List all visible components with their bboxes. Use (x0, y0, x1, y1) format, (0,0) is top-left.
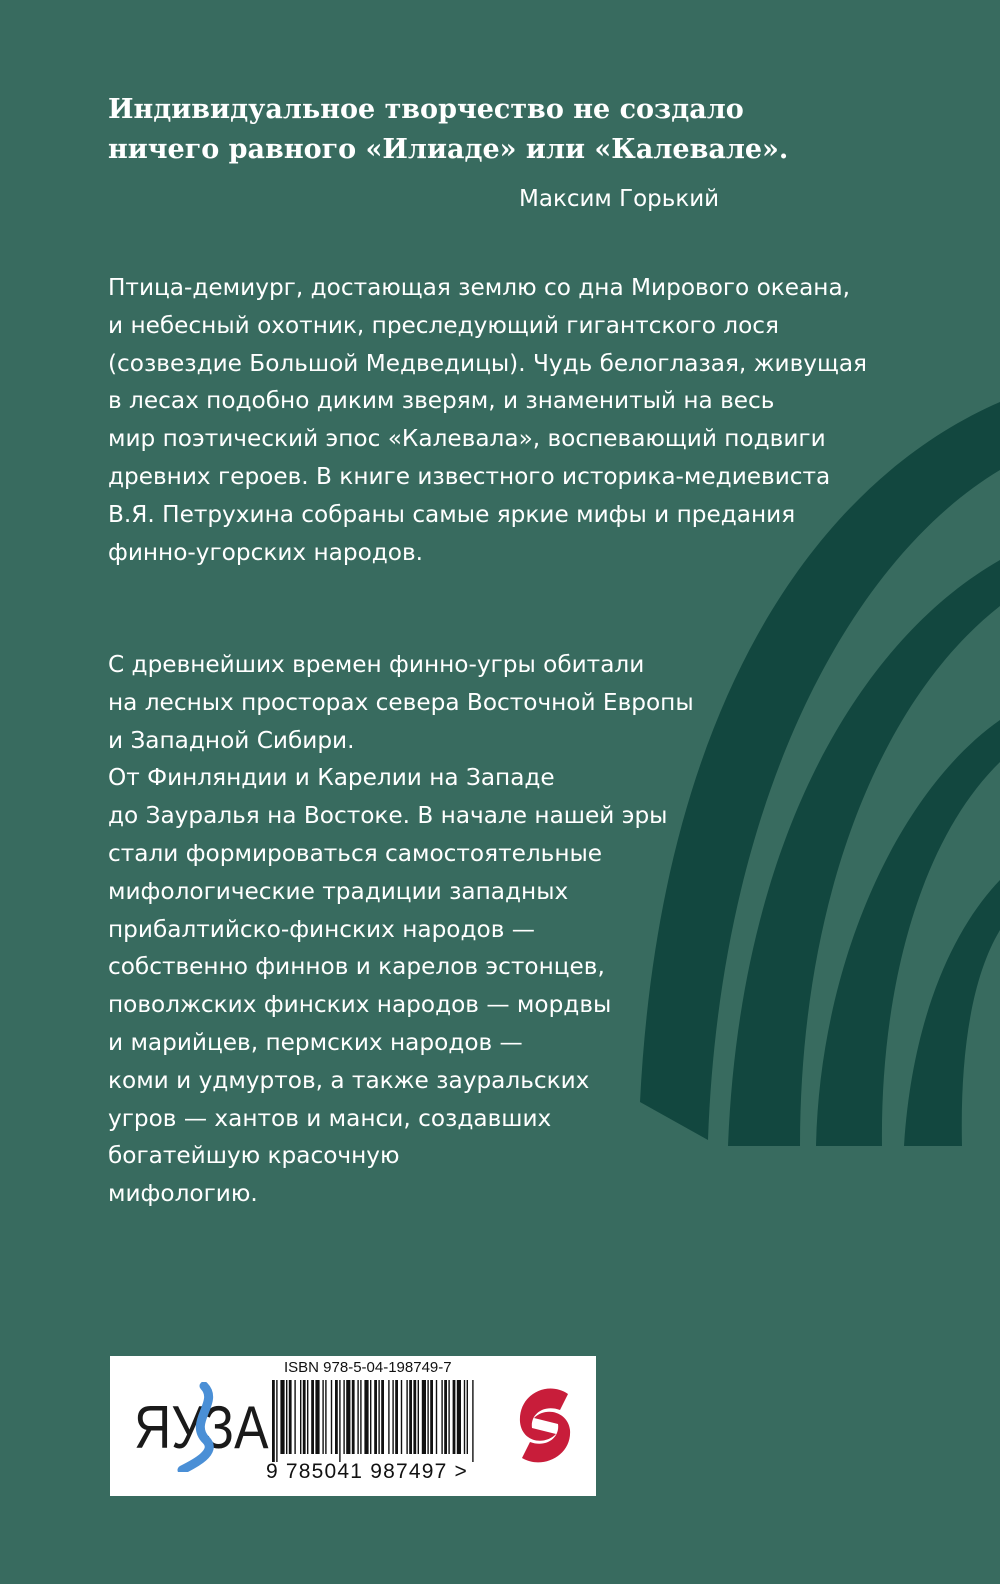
text-line: на лесных просторах севера Восточной Европы (108, 688, 694, 716)
text-line: Птица-демиург, достающая землю со дна Мирового океана, (108, 274, 851, 301)
barcode-bar (335, 1380, 338, 1454)
epigraph-quote (108, 90, 828, 170)
text-line: в лесах подобно диким зверям, и знаменитый на весь (108, 387, 775, 415)
barcode-bar (467, 1380, 468, 1454)
barcode-bar (409, 1380, 412, 1454)
barcode-bar (441, 1380, 442, 1454)
text-line: и Западной Сибири. (108, 726, 355, 754)
text-line: и небесный охотник, преследующий гигантского лося (108, 311, 779, 339)
text-line: поволжских финских народов — мордвы (108, 991, 612, 1019)
barcode-bar (392, 1380, 393, 1454)
text-line: финно-угорских народов. (108, 538, 424, 566)
barcode-bar (472, 1380, 473, 1462)
arc-band-edge (904, 880, 1000, 1146)
text-line: богатейшую красочную (108, 1142, 400, 1170)
barcode-bar (339, 1380, 340, 1462)
barcode-bar (276, 1380, 277, 1462)
barcode-bar (464, 1380, 465, 1454)
barcode-bar (406, 1380, 407, 1454)
text-line: мир поэтический эпос «Калевала», воспевающий подвиги (108, 425, 826, 453)
text-line: стали формироваться самостоятельные (108, 839, 603, 867)
barcode-bar (370, 1380, 371, 1454)
barcode-bar (422, 1380, 426, 1454)
barcode-bar (418, 1380, 419, 1454)
barcode-bar (315, 1380, 319, 1454)
text-line: В.Я. Петрухина собраны самые яркие мифы и предания (108, 500, 796, 528)
text-line: От Финляндии и Карелии на Западе (108, 764, 555, 792)
barcode-bar (294, 1380, 295, 1454)
epigraph-author: Максим Горький (519, 186, 720, 212)
barcode-bar (374, 1380, 377, 1454)
barcode-bar (436, 1380, 437, 1454)
barcode-bar (427, 1380, 428, 1454)
barcode-bar (303, 1380, 306, 1454)
barcode-bar (388, 1380, 389, 1454)
barcode-bar (325, 1380, 326, 1454)
barcode-bar (289, 1380, 292, 1454)
isbn-label: ISBN 978-5-04-198749-7 (284, 1359, 452, 1376)
barcode-bar (331, 1380, 332, 1454)
description-paragraph-1 (108, 269, 867, 571)
text-line: (созвездие Большой Медведицы). Чудь белоглазая, живущая (108, 349, 867, 377)
barcode-bar (413, 1380, 416, 1454)
text-line: и марийцев, пермских народов — (108, 1028, 523, 1056)
text-line: коми и удмуртов, а также зауральских (108, 1066, 590, 1094)
eksmo-logo-icon (514, 1384, 576, 1468)
barcode-bar (280, 1380, 284, 1454)
yauza-logo-text: ЯУЗА (134, 1394, 269, 1461)
text-line: древних героев. В книге известного историка-медиевиста (108, 462, 831, 490)
text-line: мифологию. (108, 1180, 258, 1208)
barcode-bar (453, 1380, 456, 1454)
barcode-panel (110, 1356, 596, 1496)
barcode-bar (364, 1380, 368, 1454)
description-paragraph-2 (108, 646, 694, 1213)
barcode-bar (430, 1380, 433, 1454)
yauza-logo (134, 1382, 269, 1472)
text-line: прибалтийско-финских народов — (108, 915, 535, 943)
barcode-bar (300, 1380, 301, 1454)
text-line: угров — хантов и манси, создавших (108, 1104, 552, 1132)
barcode-bar (381, 1380, 384, 1454)
isbn-digits: 9 785041 987497 > (266, 1460, 468, 1483)
barcode-bar (322, 1380, 323, 1454)
barcode-bar (378, 1380, 379, 1454)
barcode-bar (401, 1380, 402, 1454)
barcode-bar (360, 1380, 361, 1454)
barcode-bar (311, 1380, 314, 1454)
barcode-bar (357, 1380, 358, 1454)
text-line: до Зауралья на Востоке. В начале нашей эры (108, 802, 668, 830)
barcode-bar (457, 1380, 461, 1454)
barcode-bar (352, 1380, 355, 1454)
barcode-bar (346, 1380, 350, 1454)
barcode-bars (270, 1380, 480, 1462)
epigraph-line-1: Индивидуальное творчество не создало (108, 94, 744, 125)
barcode-bar (444, 1380, 447, 1454)
barcode-bar (307, 1380, 308, 1454)
barcode-bar (272, 1380, 275, 1462)
epigraph-line-2: ничего равного «Илиаде» или «Калевале». (108, 134, 789, 165)
text-line: мифологические традиции западных (108, 877, 569, 905)
yauza-wave-icon (134, 1382, 252, 1472)
barcode-bar (395, 1380, 398, 1454)
text-line: собственно финнов и карелов эстонцев, (108, 953, 605, 981)
barcode-bar (286, 1380, 287, 1454)
text-line: С древнейших времен финно-угры обитали (108, 651, 645, 678)
barcode-bar (343, 1380, 344, 1454)
barcode-bar (448, 1380, 449, 1454)
